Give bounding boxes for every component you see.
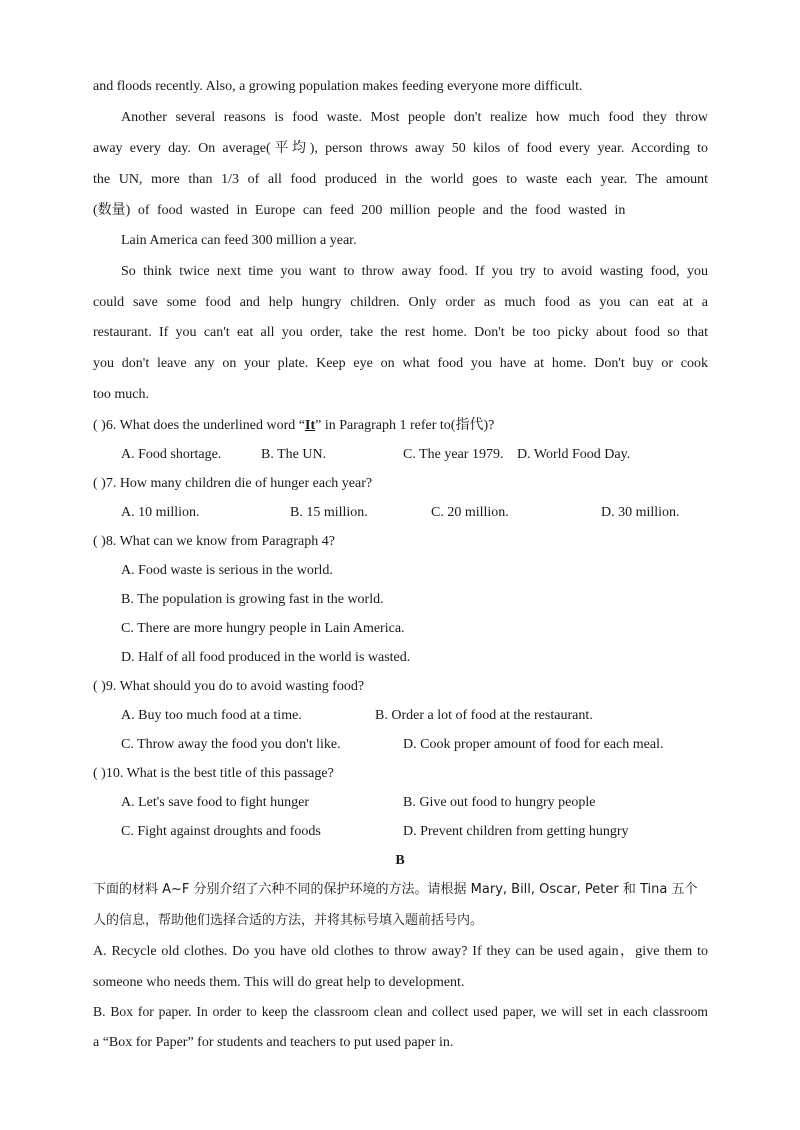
question-9-option-a: A. Buy too much food at a time.	[121, 708, 302, 723]
question-9-option-d: D. Cook proper amount of food for each meal.	[403, 737, 664, 752]
question-6-option-d: D. World Food Day.	[517, 447, 631, 462]
material-b: a “Box for Paper” for students and teachers to put used paper in.	[93, 1035, 454, 1050]
question-6-stem-end: ” in Paragraph 1 refer to(指代)?	[315, 418, 495, 433]
question-7-option-a: A. 10 million.	[121, 505, 200, 520]
material-b: B. Box for paper. In order to keep the classroom clean and collect used paper, we will set in each classroom	[93, 1004, 708, 1019]
passage-line: restaurant. If you can't eat all you order, take the rest home. Don't be too picky about food so that	[93, 325, 708, 340]
question-7-option-c: C. 20 million.	[431, 505, 509, 520]
section-instructions: 人的信息，帮助他们选择合适的方法，并将其标号填入题前括号内。	[93, 913, 484, 928]
section-heading: B	[395, 853, 405, 868]
question-7-option-d: D. 30 million.	[601, 505, 680, 520]
passage-line: the UN, more than 1/3 of all food produced in the world goes to waste each year. The amount	[93, 172, 708, 187]
question-9-option-b: B. Order a lot of food at the restaurant.	[375, 708, 593, 723]
question-7-stem: ( )7. How many children die of hunger each year?	[93, 476, 373, 491]
question-10-option-d: D. Prevent children from getting hungry	[403, 824, 629, 839]
material-a: someone who needs them. This will do great help to development.	[93, 975, 465, 990]
question-6-stem	[93, 416, 708, 436]
question-9-stem: ( )9. What should you do to avoid wasting food?	[93, 679, 365, 694]
question-8-option-b: B. The population is growing fast in the world.	[121, 592, 384, 607]
passage-line: So think twice next time you want to throw away food. If you try to avoid wasting food, you	[121, 264, 708, 279]
passage-line: and floods recently. Also, a growing population makes feeding everyone more difficult.	[93, 79, 583, 94]
passage-line: Lain America can feed 300 million a year.	[121, 233, 357, 248]
underlined-word: It	[305, 418, 316, 433]
passage-line: could save some food and help hungry children. Only order as much food as you can eat at a	[93, 295, 708, 310]
question-6-option-c: C. The year 1979.	[403, 447, 504, 462]
question-10-option-b: B. Give out food to hungry people	[403, 795, 596, 810]
section-instructions: 下面的材料 A~F 分别介绍了六种不同的保护环境的方法。请根据 Mary, Bill, Oscar, Peter 和 Tina 五个	[93, 882, 698, 897]
question-10-option-a: A. Let's save food to fight hunger	[121, 795, 309, 810]
passage-line: Another several reasons is food waste. Most people don't realize how much food they throw	[121, 110, 708, 125]
question-10-stem: ( )10. What is the best title of this passage?	[93, 766, 334, 781]
material-a: A. Recycle old clothes. Do you have old clothes to throw away? If they can be used again，give them to	[93, 944, 708, 959]
passage-line: away every day. On average(平均), person throws away 50 kilos of food every year. According to	[93, 141, 708, 156]
question-7-option-b: B. 15 million.	[290, 505, 368, 520]
passage-line: too much.	[93, 387, 149, 402]
question-6-option-a: A. Food shortage.	[121, 447, 222, 462]
question-10-option-c: C. Fight against droughts and foods	[121, 824, 321, 839]
question-8-option-c: C. There are more hungry people in Lain America.	[121, 621, 405, 636]
passage-line: (数量) of food wasted in Europe can feed 200 million people and the food wasted in	[93, 203, 626, 218]
question-6-option-b: B. The UN.	[261, 447, 327, 462]
question-8-option-a: A. Food waste is serious in the world.	[121, 563, 333, 578]
passage-line: you don't leave any on your plate. Keep eye on what food you have at home. Don't buy or cook	[93, 356, 708, 371]
question-6-stem-start: ( )6. What does the underlined word “	[93, 418, 306, 433]
question-9-option-c: C. Throw away the food you don't like.	[121, 737, 341, 752]
question-8-stem: ( )8. What can we know from Paragraph 4?	[93, 534, 335, 549]
question-8-option-d: D. Half of all food produced in the world is wasted.	[121, 650, 411, 665]
